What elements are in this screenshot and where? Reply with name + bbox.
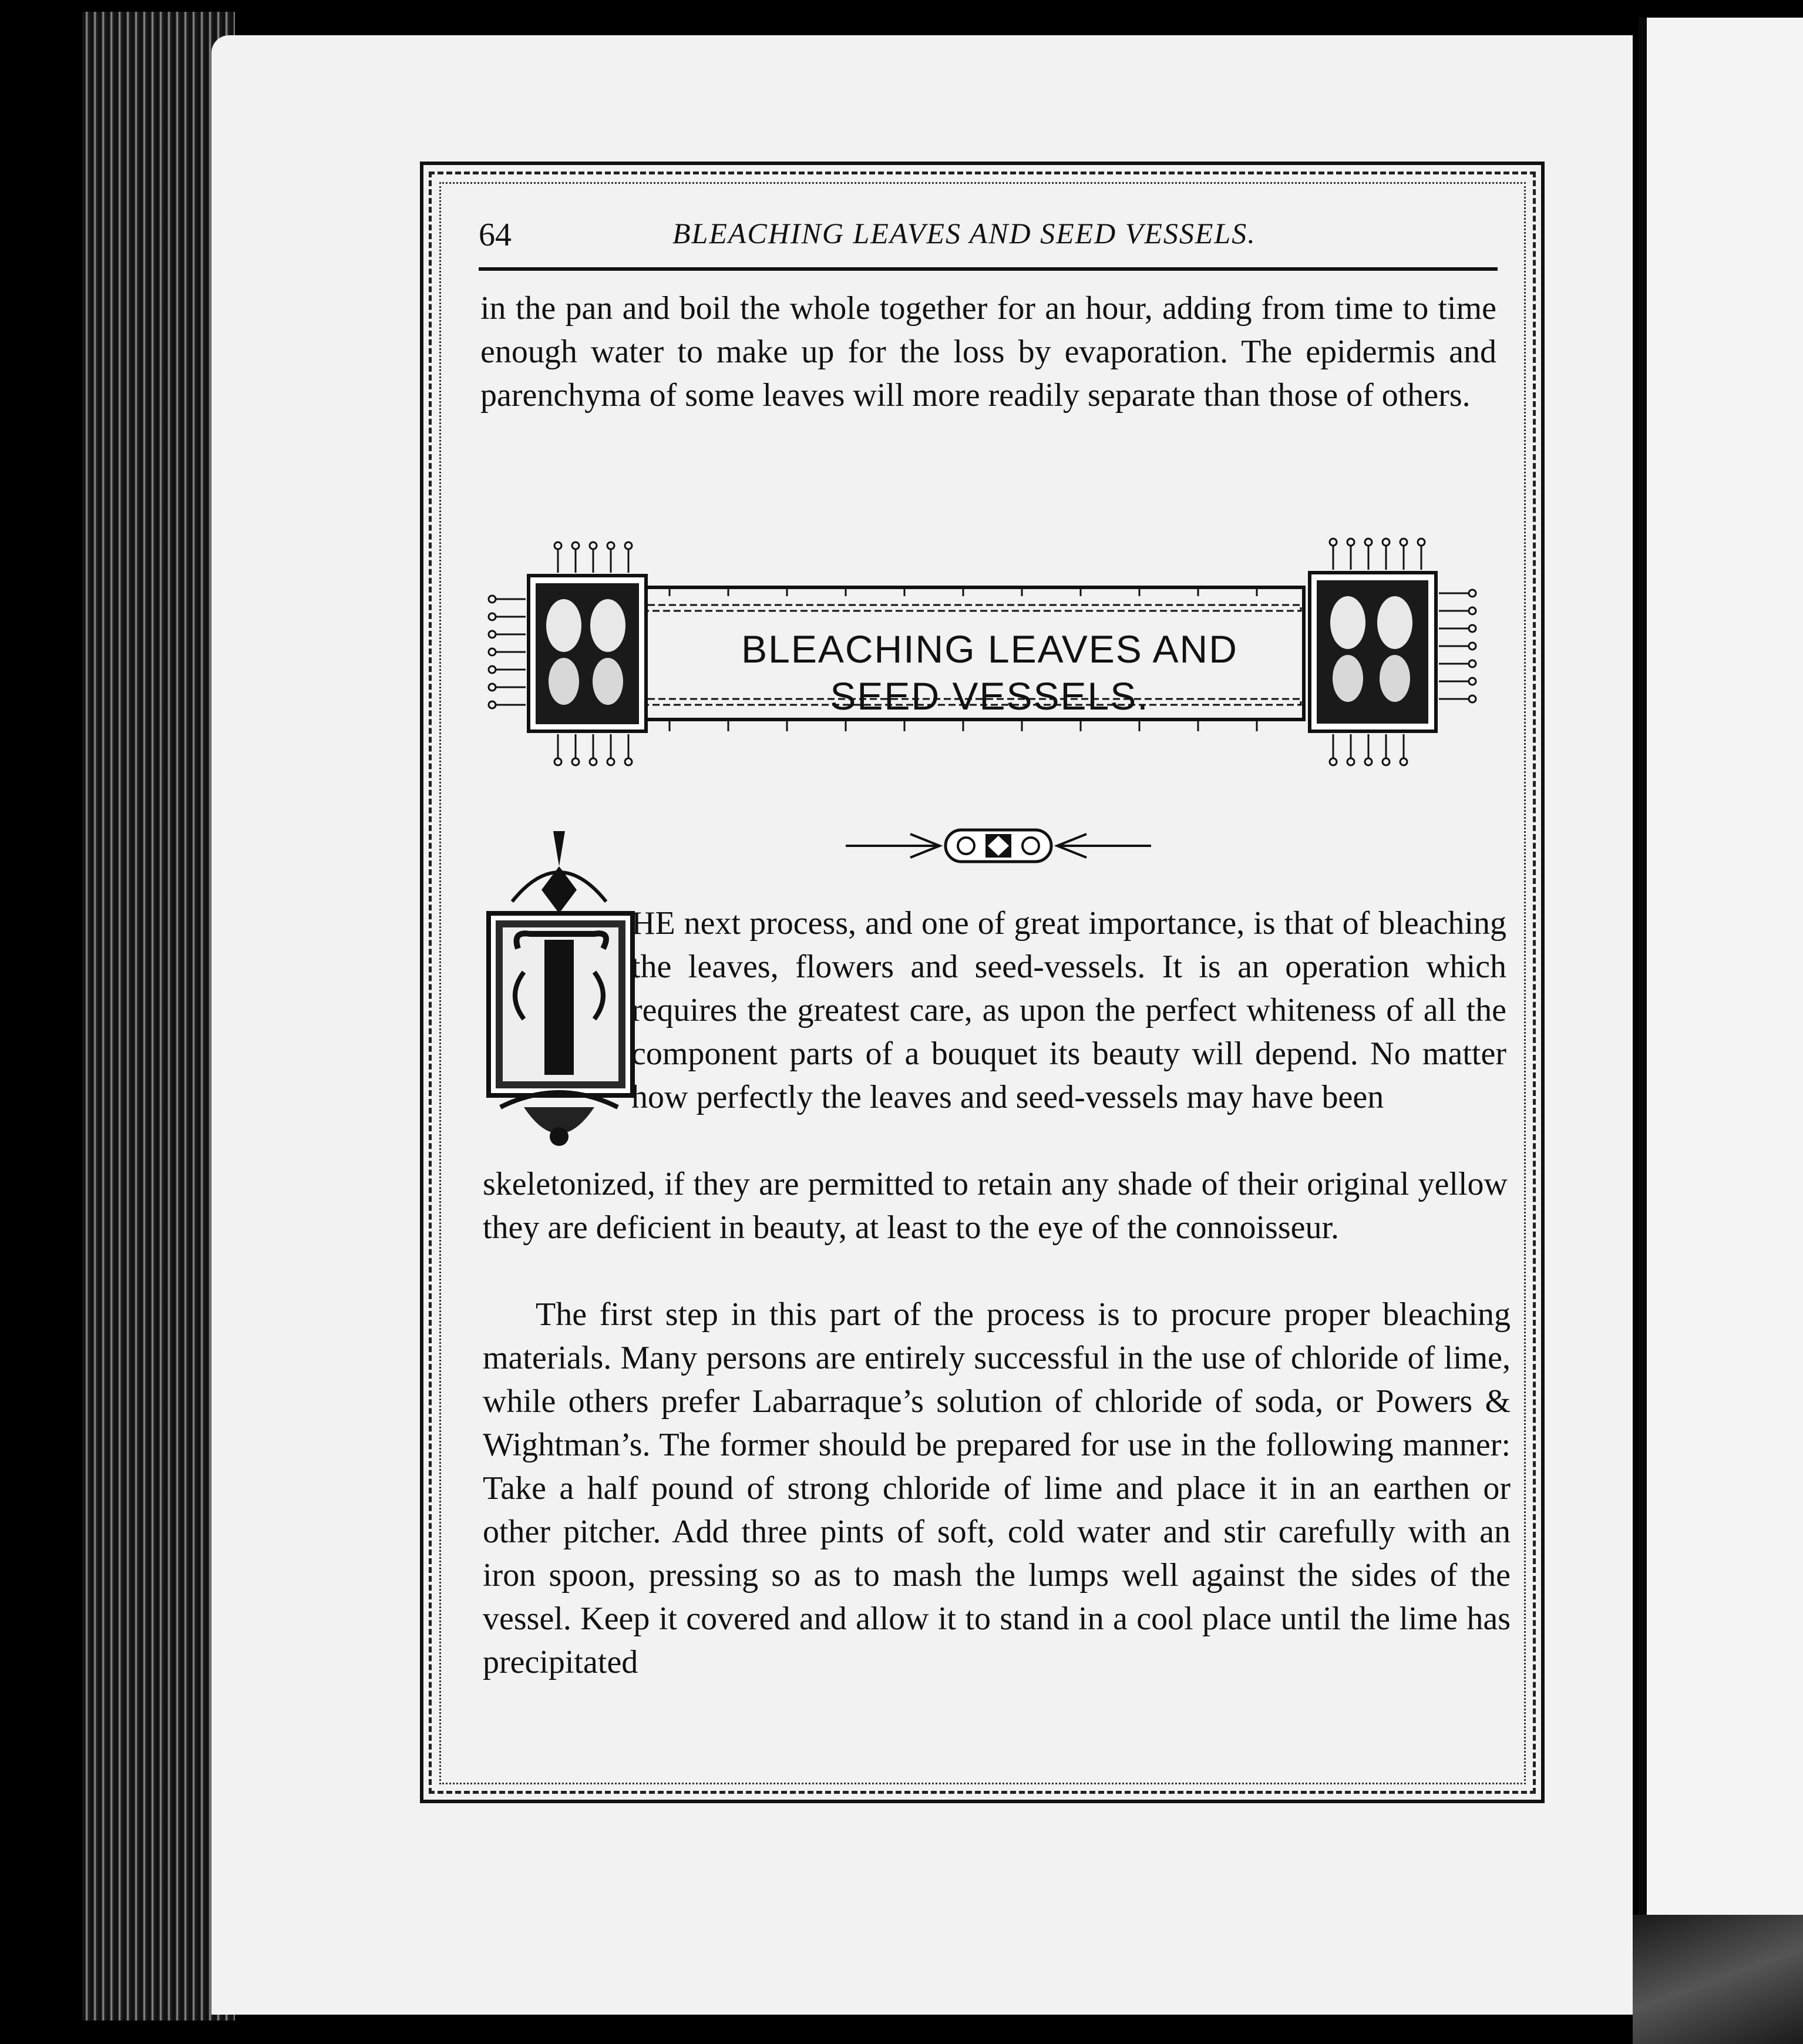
ornament-divider bbox=[840, 819, 1157, 872]
section-title bbox=[693, 626, 1286, 720]
drop-cap-letter bbox=[543, 931, 633, 1078]
facing-page-shadow bbox=[1633, 1915, 1803, 2044]
second-paragraph bbox=[483, 1293, 1511, 1684]
second-paragraph-text: The first step in this part of the process is to procure proper bleaching materials. Many persons are entirely successful in the use of chloride of lime, while others prefer Labarraque’s solution of chloride of soda, or Powers & Wightman’s. The former should be prepared for use in the following manner: Take a half pound of strong chloride of lime and place it in an earthen or other pitcher. Add three pints of soft, cold water and stir carefully with an iron spoon, pressing so as to mash the lumps well against the sides of the vessel. Keep it covered and allow it to stand in a cool place until the lime has precipitated bbox=[483, 1296, 1511, 1680]
page-number: 64 bbox=[479, 217, 512, 253]
section-title-line-2: SEED VESSELS. bbox=[830, 674, 1149, 718]
intro-paragraph-beside-cap-text: HE next process, and one of great importance, is that of bleaching the leaves, flowers and seed-vessels. It is an operation which requires the greatest care, as upon the perfect whiteness of all the component parts of a bouquet its beauty will depend. No matter how perfectly the leaves and seed-vessels may have been bbox=[631, 905, 1506, 1115]
intro-paragraph-beside-cap bbox=[631, 902, 1506, 1119]
section-title-banner bbox=[482, 532, 1498, 808]
page-header bbox=[479, 206, 1495, 258]
header-rule bbox=[479, 267, 1498, 271]
section-title-line-1: BLEACHING LEAVES AND bbox=[741, 627, 1238, 671]
running-head: BLEACHING LEAVES AND SEED VESSELS. bbox=[672, 217, 1256, 250]
drop-cap bbox=[477, 831, 641, 1160]
continued-paragraph bbox=[480, 287, 1496, 417]
continued-paragraph-text: in the pan and boil the whole together for an hour, adding from time to time enough water to make up for the loss by evaporation. The epidermis and parenchyma of some leaves will more readily separate than those of others. bbox=[480, 290, 1496, 413]
intro-paragraph-continued-text: skeletonized, if they are permitted to retain any shade of their original yellow they are deficient in beauty, at least to the eye of the connoisseur. bbox=[483, 1166, 1508, 1246]
intro-paragraph-continued bbox=[483, 1162, 1508, 1249]
facing-page-edge bbox=[1639, 18, 1803, 1921]
